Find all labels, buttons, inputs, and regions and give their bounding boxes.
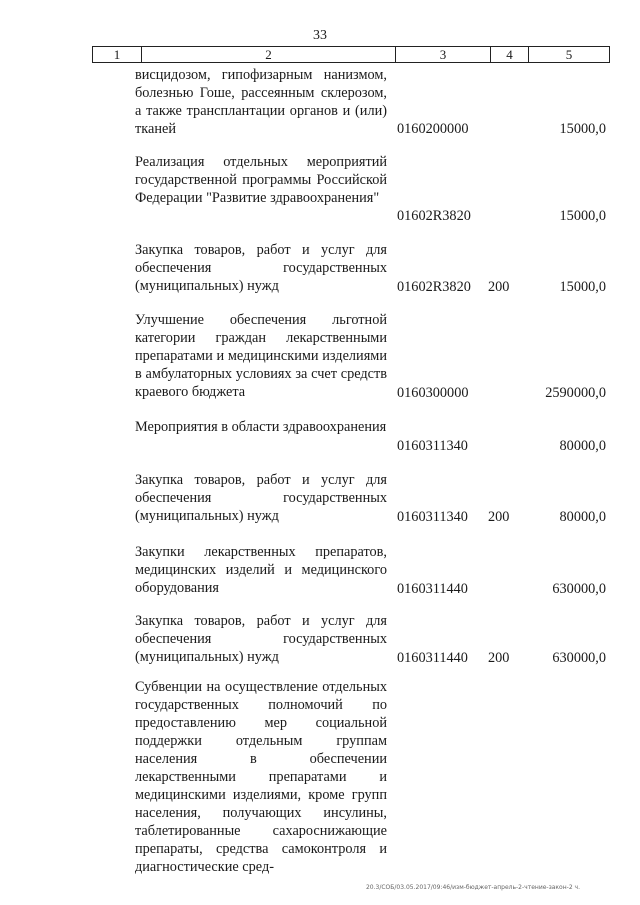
row-amount: 15000,0 [559, 121, 606, 137]
row-code: 01602R3820 [397, 279, 471, 295]
row-amount: 630000,0 [552, 581, 606, 597]
row-description: Субвенции на осуществление отдельных государственных полномочий по предоставлению мер социальной поддержки отдельным группам населения в обеспечении лекарственными препаратами и медицинскими изделиями, кроме групп населения, получающих инсулины, таблетированные сахароснижающие препараты, средства самоконтроля и диагностические сред- [135, 679, 387, 875]
column-header-1: 1 [93, 47, 142, 63]
document-footer: 20.3/СОБ/03.05.2017/09:46/изм-бюджет-апрель-2-чтение-закон-2 ч. [365, 884, 580, 891]
row-amount: 2590000,0 [545, 385, 606, 401]
column-header-2: 2 [142, 47, 396, 63]
row-amount: 630000,0 [552, 650, 606, 666]
row-description: висцидозом, гипофизарным нанизмом, болезнью Гоше, рассеянным склерозом, а также трансплантации органов и (или) тканей [135, 67, 387, 137]
row-description: Закупка товаров, работ и услуг для обеспечения государственных (муниципальных) нужд [135, 472, 387, 524]
row-amount: 15000,0 [559, 279, 606, 295]
row-expense-type: 200 [488, 509, 510, 525]
column-header-3: 3 [396, 47, 491, 63]
row-description: Улучшение обеспечения льготной категории граждан лекарственными препаратами и медицинскими изделиями в амбулаторных условиях за счет средств краевого бюджета [135, 312, 387, 400]
row-code: 0160300000 [397, 385, 469, 401]
row-code: 0160200000 [397, 121, 469, 137]
row-expense-type: 200 [488, 279, 510, 295]
row-code: 0160311440 [397, 581, 468, 597]
row-description: Мероприятия в области здравоохранения [135, 419, 387, 435]
row-amount: 15000,0 [559, 208, 606, 224]
row-code: 0160311340 [397, 509, 468, 525]
row-code: 01602R3820 [397, 208, 471, 224]
row-description: Закупки лекарственных препаратов, медицинских изделий и медицинского оборудования [135, 544, 387, 596]
column-header-4: 4 [491, 47, 529, 63]
row-description: Реализация отдельных мероприятий государственной программы Российской Федерации "Развитие здравоохранения" [135, 154, 387, 206]
row-description: Закупка товаров, работ и услуг для обеспечения государственных (муниципальных) нужд [135, 613, 387, 665]
row-amount: 80000,0 [559, 438, 606, 454]
column-header-5: 5 [529, 47, 610, 63]
row-amount: 80000,0 [559, 509, 606, 525]
row-description: Закупка товаров, работ и услуг для обеспечения государственных (муниципальных) нужд [135, 242, 387, 294]
page-number: 33 [313, 28, 327, 43]
row-code: 0160311340 [397, 438, 468, 454]
row-expense-type: 200 [488, 650, 510, 666]
row-code: 0160311440 [397, 650, 468, 666]
